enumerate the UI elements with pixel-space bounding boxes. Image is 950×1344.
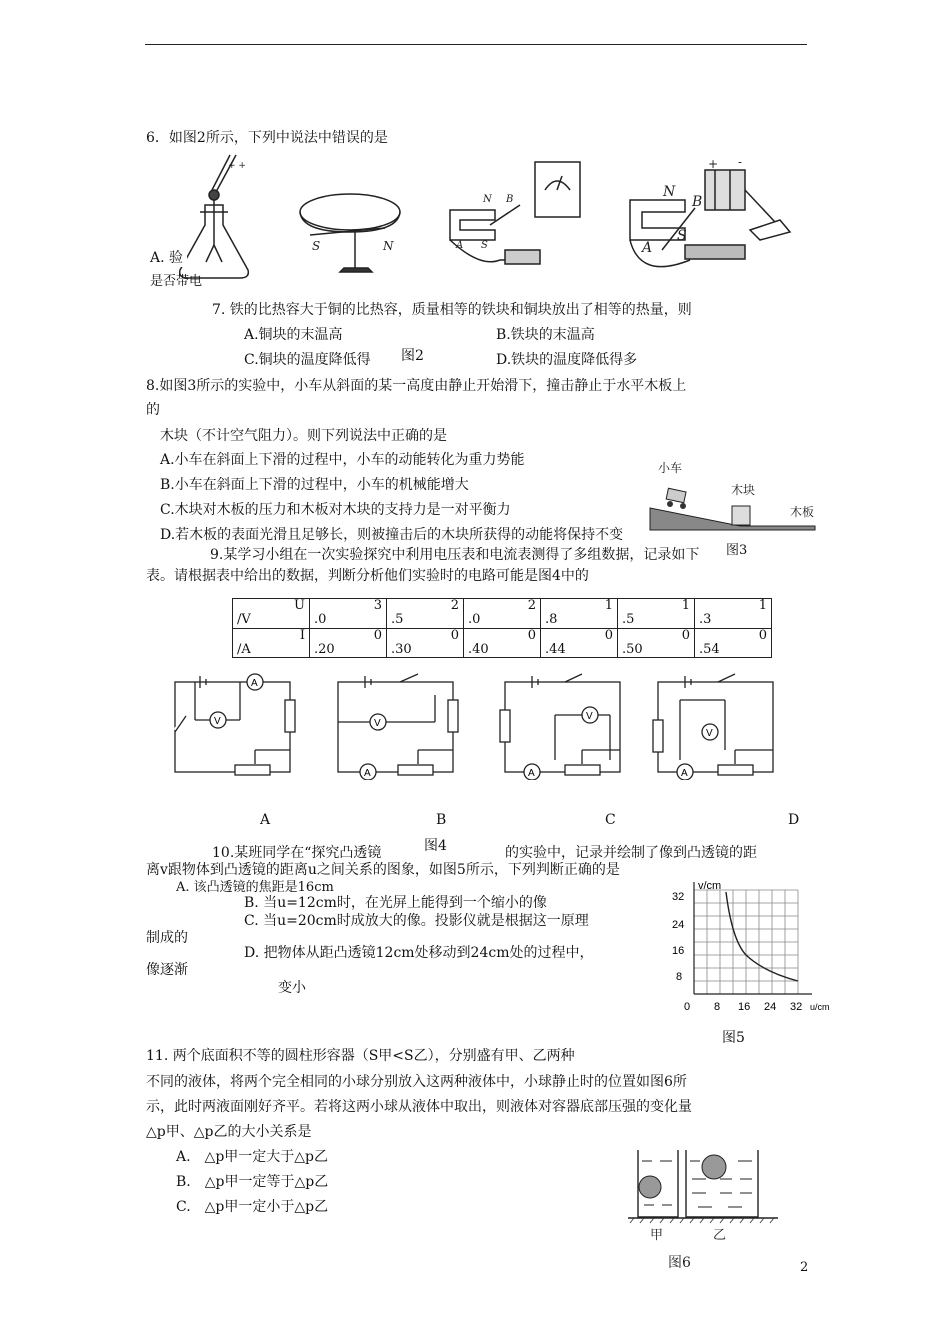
circuit-label-b: B — [436, 812, 447, 828]
table-cell: 1 .5 — [618, 599, 695, 629]
q10-option-a: A. 该凸透镜的焦距是16cm — [176, 880, 334, 895]
q10-stem-b: 的实验中，记录并绘制了像到凸透镜的距 — [505, 845, 757, 861]
q11-option-b: B. △p甲一定等于△p乙 — [176, 1174, 329, 1190]
header-rule — [145, 44, 807, 45]
compass-magnet — [300, 194, 400, 272]
q7-stem: 7. 铁的比热容大于铜的比热容，质量相等的铁块和铜块放出了相等的热量，则 — [212, 302, 692, 318]
graph-xtick: 8 — [714, 1001, 721, 1013]
q10-option-d: D. 把物体从距凸透镜12cm处移动到24cm处的过程中， — [244, 945, 594, 961]
table-cell: 0 .20 — [310, 628, 387, 658]
meter-label: V — [214, 716, 221, 727]
q8-option-d: D.若木板的表面光滑且足够长，则被撞击后的木块所获得的动能将保持不变 — [160, 527, 624, 543]
table-cell: 0 .40 — [464, 628, 541, 658]
q6-stem: 6．如图2所示，下列中说法中错误的是 — [146, 130, 388, 146]
svg-text:N: N — [663, 184, 676, 200]
q6-option-a: A. 验 — [150, 250, 187, 267]
table-row-current — [233, 628, 772, 658]
q10-option-d-line3: 变小 — [278, 980, 306, 996]
graph-xtick: 32 — [790, 1001, 803, 1013]
graph-ytick: 32 — [672, 891, 685, 903]
fig2-S-label: S — [312, 239, 321, 253]
figure-5-graph — [664, 880, 844, 1020]
meter-label: A — [251, 678, 258, 689]
q11-stem: 11. 两个底面积不等的圆柱形容器（S甲<S乙），分别盛有甲、乙两种 — [146, 1048, 575, 1064]
svg-text:S: S — [481, 240, 488, 251]
graph-xtick: 16 — [738, 1001, 751, 1013]
q11-option-c: C. △p甲一定小于△p乙 — [176, 1199, 329, 1215]
q10-option-d-line2: 像逐渐 — [146, 962, 188, 978]
svg-text:-: - — [738, 155, 743, 169]
q10-stem: 10.某班同学在“探究凸透镜 — [212, 845, 382, 861]
svg-text:+: + — [708, 157, 719, 171]
q11-stem-2: 不同的液体，将两个完全相同的小球分别放入这两种液体中，小球静止时的位置如图6所 — [146, 1074, 687, 1090]
meter-label: V — [374, 718, 381, 729]
fig2-N-label: N — [383, 239, 394, 253]
q10-option-b: B. 当u=12cm时，在光屏上能得到一个缩小的像 — [244, 895, 547, 911]
q11-stem-4: △p甲、△p乙的大小关系是 — [146, 1124, 312, 1140]
table-cell: 1 .8 — [541, 599, 618, 629]
table-row-voltage — [233, 599, 772, 629]
table-cell: 2 .0 — [464, 599, 541, 629]
table-cell: 2 .5 — [387, 599, 464, 629]
circuit-label-c: C — [605, 812, 616, 828]
circuit-label-a: A — [260, 812, 271, 828]
graph-ytick: 8 — [676, 971, 683, 983]
meter-label: V — [706, 728, 713, 739]
svg-text:N: N — [483, 194, 492, 205]
q8-option-b: B.小车在斜面上下滑的过程中，小车的机械能增大 — [160, 477, 469, 493]
q8-option-c: C.木块对木板的压力和木板对木块的支持力是一对平衡力 — [160, 502, 511, 518]
table-cell: I /A — [233, 628, 310, 658]
svg-text:A: A — [456, 240, 464, 251]
q8-option-a: A.小车在斜面上下滑的过程中，小车的动能转化为重力势能 — [160, 452, 525, 468]
battery-motor-setup — [630, 170, 790, 267]
meter-label: A — [528, 768, 535, 779]
q8-stem-cont: 的 — [146, 402, 160, 418]
q9-stem-2: 表。请根据表中给出的数据，判断分析他们实验时的电路可能是图4中的 — [146, 568, 589, 584]
fig3-caption: 图3 — [726, 543, 748, 558]
meter-label: V — [586, 711, 593, 722]
table-cell: 3 .0 — [310, 599, 387, 629]
svg-text:B: B — [506, 194, 514, 205]
fig6-caption: 图6 — [668, 1255, 691, 1271]
table-cell: 0 .54 — [695, 628, 772, 658]
svg-text:A: A — [642, 240, 653, 256]
q7-option-c: C.铜块的温度降低得 — [244, 352, 371, 368]
svg-text:B: B — [692, 194, 703, 210]
fig6-jia-label: 甲 — [650, 1228, 664, 1243]
q11-stem-3: 示，此时两液面刚好齐平。若将这两小球从液体中取出，则液体对容器底部压强的变化量 — [146, 1099, 692, 1115]
table-cell: 0 .44 — [541, 628, 618, 658]
q10-option-c: C. 当u=20cm时成放大的像。投影仪就是根据这一原理 — [244, 913, 589, 929]
graph-xlabel: u/cm — [810, 1002, 830, 1012]
circuit-label-d: D — [788, 812, 800, 828]
q10-option-c-line2: 制成的 — [146, 930, 188, 946]
q9-data-table — [232, 598, 772, 658]
q11-option-a: A. △p甲一定大于△p乙 — [176, 1149, 329, 1165]
page-number: 2 — [800, 1260, 809, 1275]
figure-6-containers — [628, 1145, 788, 1275]
galvanometer-setup — [450, 162, 580, 264]
meter-label: A — [681, 768, 688, 779]
q8-stem: 8.如图3所示的实验中，小车从斜面的某一高度由静止开始滑下，撞击静止于水平木板上 — [146, 378, 687, 394]
figure-4-circuits — [170, 670, 790, 780]
table-cell: U /V — [233, 599, 310, 629]
q7-option-d: D.铁块的温度降低得多 — [496, 352, 638, 368]
meter-label: A — [364, 768, 371, 779]
graph-xtick: 24 — [764, 1001, 777, 1013]
fig5-caption: 图5 — [722, 1030, 745, 1046]
fig2-caption: 图2 — [401, 348, 424, 364]
fig3-board-label: 木板 — [790, 505, 815, 519]
table-cell: 0 .50 — [618, 628, 695, 658]
q9-stem: 9.某学习小组在一次实验探究中利用电压表和电流表测得了多组数据，记录如下 — [210, 547, 700, 563]
figure-2 — [150, 150, 800, 295]
graph-ytick: 24 — [672, 919, 685, 931]
fig6-yi-label: 乙 — [713, 1228, 727, 1243]
table-cell: 0 .30 — [387, 628, 464, 658]
fig4-caption: 图4 — [424, 838, 447, 854]
q7-option-b: B.铁块的末温高 — [496, 327, 595, 343]
q10-stem-2: 离v跟物体到凸透镜的距离u之间关系的图象，如图5所示，下列判断正确的是 — [146, 862, 620, 878]
q7-option-a: A.铜块的末温高 — [244, 327, 343, 343]
fig3-block-label: 木块 — [731, 483, 756, 497]
svg-text:+ +: + + — [228, 161, 246, 171]
electroscope-flask — [180, 155, 249, 278]
q6-option-a-line2: 是否带电 — [150, 274, 203, 289]
q8-stem-2: 木块（不计空气阻力）。则下列说法中正确的是 — [160, 428, 447, 444]
svg-text:S: S — [677, 228, 687, 244]
table-cell: 1 .3 — [695, 599, 772, 629]
graph-ylabel: v/cm — [698, 880, 722, 892]
graph-ytick: 16 — [672, 945, 685, 957]
graph-origin: 0 — [684, 1001, 691, 1013]
fig3-car-label: 小车 — [658, 461, 683, 475]
